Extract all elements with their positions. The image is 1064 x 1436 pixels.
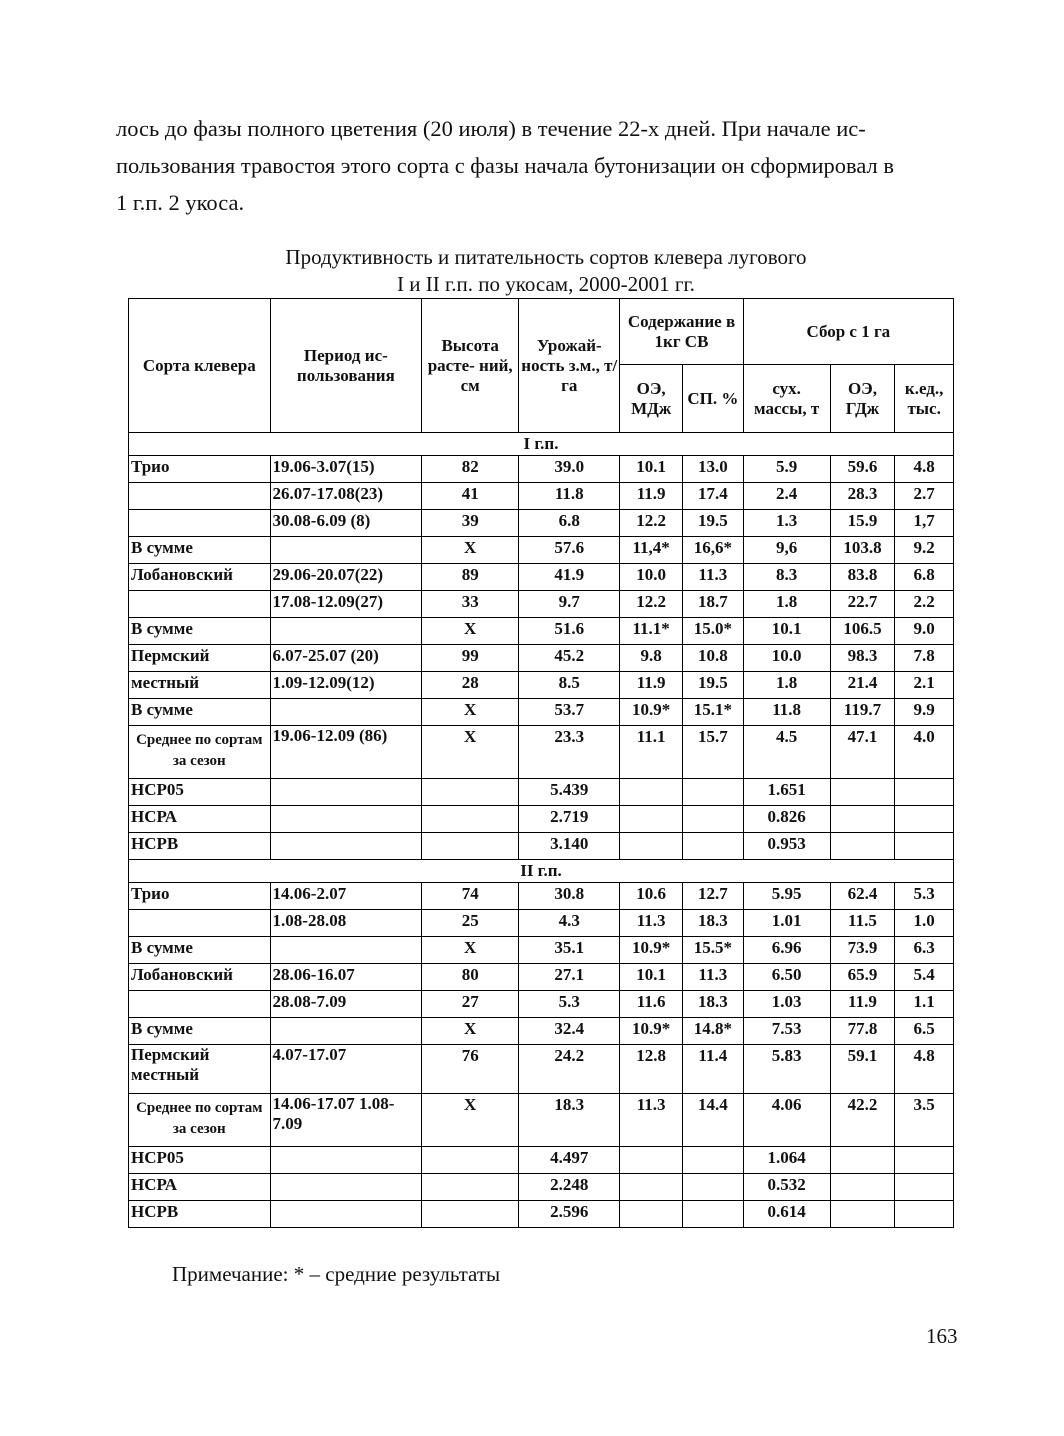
cell-oe: 10.1 [620,964,683,991]
table-row [129,645,954,672]
cell-oe: 11.3 [620,1094,683,1147]
cell-yield: 30.8 [519,883,620,910]
cell-dry: 1.651 [743,779,830,806]
cell-oe: 12.8 [620,1045,683,1094]
cell-oe: 12.2 [620,510,683,537]
cell-dry: 4.5 [743,726,830,779]
cell-ked: 7.8 [895,645,954,672]
section-title: II г.п. [129,860,954,883]
cell-dry: 6.96 [743,937,830,964]
table-body [129,433,954,1228]
cell-dry: 1.064 [743,1147,830,1174]
table-caption [136,244,956,298]
cell-oe: 10.9* [620,937,683,964]
cell-ked: 1.1 [895,991,954,1018]
cell-label: НСР05 [129,1147,271,1174]
cell-variety [129,910,271,937]
cell-variety [129,483,271,510]
cell-height: 28 [422,672,519,699]
cell-empty [830,806,895,833]
cell-variety: Среднее по сортам за сезон [129,1094,271,1147]
header-period: Период ис- пользования [270,299,422,433]
cell-ked: 9.9 [895,699,954,726]
cell-variety [129,510,271,537]
cell-dry: 1.8 [743,672,830,699]
cell-oe-gj: 42.2 [830,1094,895,1147]
cell-period: 19.06-12.09 (86) [270,726,422,779]
cell-empty [830,1174,895,1201]
cell-variety: Пермский [129,645,271,672]
cell-empty [620,779,683,806]
cell-empty [682,833,743,860]
cell-oe-gj: 83.8 [830,564,895,591]
cell-period: 29.06-20.07(22) [270,564,422,591]
cell-empty [830,1147,895,1174]
cell-height: Х [422,937,519,964]
cell-empty [270,1201,422,1228]
cell-oe-gj: 103.8 [830,537,895,564]
cell-dry: 2.4 [743,483,830,510]
cell-period [270,699,422,726]
cell-sp: 19.5 [682,672,743,699]
cell-yield: 5.439 [519,779,620,806]
cell-yield: 45.2 [519,645,620,672]
cell-variety [129,991,271,1018]
cell-empty [270,806,422,833]
cell-label: НСРА [129,1174,271,1201]
cell-oe-gj: 106.5 [830,618,895,645]
cell-yield: 9.7 [519,591,620,618]
cell-dry: 5.9 [743,456,830,483]
cell-height: 76 [422,1045,519,1094]
page-number: 163 [926,1324,958,1348]
cell-yield: 3.140 [519,833,620,860]
cell-label: НСРВ [129,1201,271,1228]
cell-height: Х [422,726,519,779]
cell-dry: 1.01 [743,910,830,937]
footnote: Примечание: * – средние результаты [172,1262,501,1286]
cell-empty [682,1201,743,1228]
cell-sp: 16,6* [682,537,743,564]
cell-dry: 1.3 [743,510,830,537]
cell-yield: 18.3 [519,1094,620,1147]
cell-ked: 9.2 [895,537,954,564]
cell-oe: 12.2 [620,591,683,618]
cell-height: 39 [422,510,519,537]
cell-dry: 1.8 [743,591,830,618]
cell-sp: 10.8 [682,645,743,672]
cell-dry: 0.826 [743,806,830,833]
header-ked: к.ед., тыс. [895,365,954,433]
cell-period: 30.08-6.09 (8) [270,510,422,537]
cell-period: 6.07-25.07 (20) [270,645,422,672]
cell-height: 25 [422,910,519,937]
table-row [129,456,954,483]
cell-period: 26.07-17.08(23) [270,483,422,510]
cell-dry: 1.03 [743,991,830,1018]
cell-variety: местный [129,672,271,699]
cell-period: 1.08-28.08 [270,910,422,937]
cell-empty [682,1174,743,1201]
cell-sp: 15.1* [682,699,743,726]
cell-height: Х [422,1018,519,1045]
cell-yield: 8.5 [519,672,620,699]
stats-row [129,1147,954,1174]
table-row [129,564,954,591]
table-row [129,537,954,564]
cell-variety [129,591,271,618]
cell-oe-gj: 47.1 [830,726,895,779]
intro-paragraph [116,110,976,221]
cell-period: 19.06-3.07(15) [270,456,422,483]
cell-ked: 6.8 [895,564,954,591]
table-row [129,618,954,645]
section-header-row [129,433,954,456]
cell-yield: 23.3 [519,726,620,779]
caption-line: Продуктивность и питательность сортов клевера лугового [285,245,807,269]
table-row [129,910,954,937]
cell-ked: 4.8 [895,456,954,483]
cell-yield: 2.596 [519,1201,620,1228]
cell-empty [620,833,683,860]
cell-yield: 53.7 [519,699,620,726]
intro-line: лось до фазы полного цветения (20 июля) в течение 22-х дней. При начале ис- [116,116,866,141]
cell-height: 27 [422,991,519,1018]
cell-dry: 0.953 [743,833,830,860]
cell-sp: 14.4 [682,1094,743,1147]
cell-oe-gj: 21.4 [830,672,895,699]
cell-oe: 11.1* [620,618,683,645]
cell-empty [422,833,519,860]
cell-yield: 32.4 [519,1018,620,1045]
stats-row [129,779,954,806]
cell-label: НСРВ [129,833,271,860]
cell-empty [620,1174,683,1201]
cell-empty [895,1147,954,1174]
cell-period: 4.07-17.07 [270,1045,422,1094]
cell-dry: 8.3 [743,564,830,591]
cell-ked: 5.4 [895,964,954,991]
cell-variety: В сумме [129,699,271,726]
stats-row [129,806,954,833]
cell-variety: В сумме [129,537,271,564]
cell-sp: 11.3 [682,964,743,991]
cell-period: 17.08-12.09(27) [270,591,422,618]
cell-dry: 9,6 [743,537,830,564]
cell-dry: 4.06 [743,1094,830,1147]
caption-line: I и II г.п. по укосам, 2000-2001 гг. [397,272,695,296]
cell-ked: 1,7 [895,510,954,537]
cell-oe: 11.9 [620,672,683,699]
cell-sp: 12.7 [682,883,743,910]
cell-sp: 18.3 [682,991,743,1018]
cell-dry: 6.50 [743,964,830,991]
stats-row [129,1201,954,1228]
cell-period [270,1018,422,1045]
cell-empty [270,1174,422,1201]
cell-dry: 11.8 [743,699,830,726]
cell-ked: 9.0 [895,618,954,645]
header-height: Высота расте- ний, см [422,299,519,433]
table-row [129,937,954,964]
cell-empty [682,806,743,833]
header-oe-gj: ОЭ, ГДж [830,365,895,433]
cell-dry: 5.83 [743,1045,830,1094]
cell-ked: 1.0 [895,910,954,937]
cell-height: Х [422,537,519,564]
data-table [128,298,954,1228]
table-head [129,299,954,433]
cell-yield: 27.1 [519,964,620,991]
cell-ked: 3.5 [895,1094,954,1147]
cell-height: 74 [422,883,519,910]
cell-variety: Трио [129,883,271,910]
table-row [129,964,954,991]
average-row [129,726,954,779]
cell-oe: 11.3 [620,910,683,937]
header-yield: Урожай- ность з.м., т/га [519,299,620,433]
cell-oe-gj: 77.8 [830,1018,895,1045]
cell-period [270,618,422,645]
cell-yield: 11.8 [519,483,620,510]
cell-yield: 6.8 [519,510,620,537]
cell-ked: 4.8 [895,1045,954,1094]
cell-sp: 11.4 [682,1045,743,1094]
cell-oe-gj: 11.9 [830,991,895,1018]
cell-oe-gj: 59.6 [830,456,895,483]
cell-empty [682,1147,743,1174]
cell-variety: Лобановский [129,964,271,991]
cell-sp: 19.5 [682,510,743,537]
cell-empty [270,779,422,806]
cell-variety: В сумме [129,1018,271,1045]
cell-oe-gj: 62.4 [830,883,895,910]
table-row [129,1045,954,1094]
header-sp: СП. % [682,365,743,433]
intro-line: 1 г.п. 2 укоса. [116,190,245,215]
cell-period: 1.09-12.09(12) [270,672,422,699]
header-dry: сух. массы, т [743,365,830,433]
cell-sp: 15.7 [682,726,743,779]
cell-dry: 10.1 [743,618,830,645]
cell-height: 99 [422,645,519,672]
cell-period [270,937,422,964]
cell-yield: 5.3 [519,991,620,1018]
cell-period: 14.06-17.07 1.08-7.09 [270,1094,422,1147]
cell-empty [270,833,422,860]
cell-period [270,537,422,564]
cell-oe: 11,4* [620,537,683,564]
cell-height: Х [422,699,519,726]
cell-empty [422,1147,519,1174]
table-row [129,510,954,537]
cell-dry: 0.614 [743,1201,830,1228]
table-row [129,991,954,1018]
cell-oe-gj: 98.3 [830,645,895,672]
cell-empty [895,779,954,806]
cell-oe-gj: 22.7 [830,591,895,618]
cell-height: 89 [422,564,519,591]
cell-variety: В сумме [129,618,271,645]
cell-empty [422,1174,519,1201]
cell-yield: 4.3 [519,910,620,937]
cell-oe-gj: 15.9 [830,510,895,537]
cell-oe-gj: 59.1 [830,1045,895,1094]
cell-yield: 2.248 [519,1174,620,1201]
cell-yield: 51.6 [519,618,620,645]
cell-oe: 11.9 [620,483,683,510]
cell-yield: 4.497 [519,1147,620,1174]
cell-oe-gj: 28.3 [830,483,895,510]
cell-sp: 11.3 [682,564,743,591]
cell-ked: 2.7 [895,483,954,510]
cell-oe: 11.6 [620,991,683,1018]
cell-empty [895,1201,954,1228]
cell-empty [682,779,743,806]
cell-variety: В сумме [129,937,271,964]
section-header-row [129,860,954,883]
cell-height: 82 [422,456,519,483]
cell-empty [830,1201,895,1228]
cell-dry: 0.532 [743,1174,830,1201]
cell-sp: 14.8* [682,1018,743,1045]
cell-empty [895,1174,954,1201]
cell-yield: 41.9 [519,564,620,591]
cell-sp: 13.0 [682,456,743,483]
cell-ked: 2.2 [895,591,954,618]
cell-yield: 57.6 [519,537,620,564]
cell-oe-gj: 11.5 [830,910,895,937]
cell-empty [620,1201,683,1228]
cell-ked: 2.1 [895,672,954,699]
cell-dry: 7.53 [743,1018,830,1045]
cell-yield: 39.0 [519,456,620,483]
cell-sp: 18.3 [682,910,743,937]
cell-empty [620,806,683,833]
cell-variety: Пермский местный [129,1045,271,1094]
cell-period: 28.06-16.07 [270,964,422,991]
cell-empty [620,1147,683,1174]
cell-oe: 10.1 [620,456,683,483]
cell-dry: 10.0 [743,645,830,672]
cell-sp: 15.0* [682,618,743,645]
table-row [129,483,954,510]
cell-dry: 5.95 [743,883,830,910]
cell-empty [422,806,519,833]
cell-oe: 9.8 [620,645,683,672]
header-oe: ОЭ, МДж [620,365,683,433]
cell-empty [830,833,895,860]
cell-variety: Лобановский [129,564,271,591]
table-row [129,591,954,618]
cell-oe: 11.1 [620,726,683,779]
cell-sp: 18.7 [682,591,743,618]
cell-ked: 4.0 [895,726,954,779]
cell-oe-gj: 73.9 [830,937,895,964]
stats-row [129,833,954,860]
table-row [129,699,954,726]
cell-height: 33 [422,591,519,618]
cell-variety: Трио [129,456,271,483]
cell-height: 80 [422,964,519,991]
data-table-wrapper [128,298,954,1228]
cell-ked: 6.5 [895,1018,954,1045]
cell-ked: 5.3 [895,883,954,910]
cell-period: 28.08-7.09 [270,991,422,1018]
cell-variety: Среднее по сортам за сезон [129,726,271,779]
cell-empty [895,806,954,833]
table-row [129,883,954,910]
cell-yield: 24.2 [519,1045,620,1094]
cell-label: НСРА [129,806,271,833]
cell-empty [422,779,519,806]
header-variety: Сорта клевера [129,299,271,433]
cell-sp: 17.4 [682,483,743,510]
cell-yield: 35.1 [519,937,620,964]
cell-oe-gj: 65.9 [830,964,895,991]
header-content: Содержание в 1кг СВ [620,299,743,365]
cell-height: Х [422,1094,519,1147]
header-collection: Сбор с 1 га [743,299,953,365]
cell-oe-gj: 119.7 [830,699,895,726]
table-row [129,1018,954,1045]
cell-yield: 2.719 [519,806,620,833]
stats-row [129,1174,954,1201]
cell-empty [270,1147,422,1174]
cell-empty [422,1201,519,1228]
cell-empty [895,833,954,860]
cell-sp: 15.5* [682,937,743,964]
average-row [129,1094,954,1147]
cell-oe: 10.9* [620,1018,683,1045]
cell-oe: 10.6 [620,883,683,910]
cell-height: Х [422,618,519,645]
cell-period: 14.06-2.07 [270,883,422,910]
cell-oe: 10.0 [620,564,683,591]
section-title: I г.п. [129,433,954,456]
cell-height: 41 [422,483,519,510]
cell-empty [830,779,895,806]
cell-oe: 10.9* [620,699,683,726]
cell-ked: 6.3 [895,937,954,964]
cell-label: НСР05 [129,779,271,806]
table-row [129,672,954,699]
intro-line: пользования травостоя этого сорта с фазы начала бутонизации он сформировал в [116,153,894,178]
